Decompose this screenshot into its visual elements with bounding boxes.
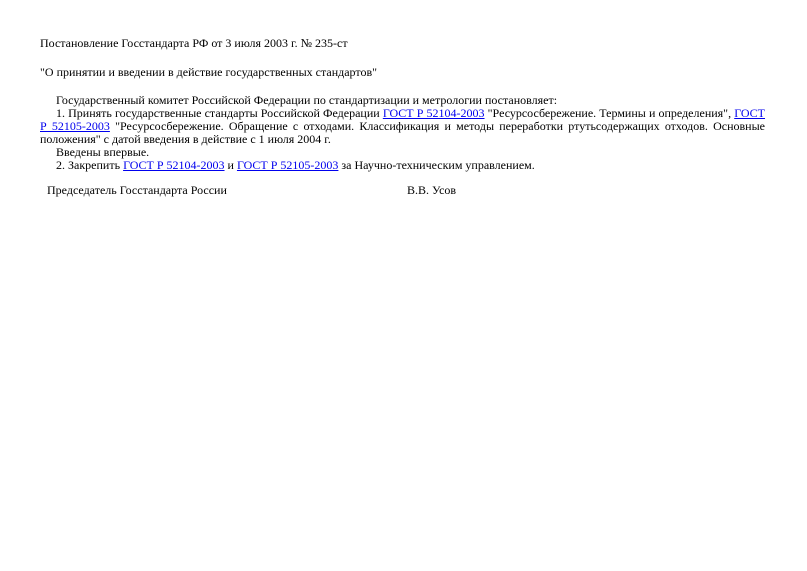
gost-52104-link[interactable]: ГОСТ Р 52104-2003 (382, 106, 485, 120)
introduced-note: Введены впервые. (56, 145, 150, 159)
document-body (40, 36, 765, 172)
preamble-paragraph: Государственный комитет Российской Федерации по стандартизации и метрологии постановляет: (56, 93, 558, 107)
item-2-prefix: 2. Закрепить (56, 158, 124, 172)
document-title: Постановление Госстандарта РФ от 3 июля 2003 г. № 235-ст (40, 36, 348, 50)
item-2-conjunction: и (224, 158, 237, 172)
item-2-paragraph (40, 159, 765, 172)
document-subject: "О принятии и введении в действие государственных стандартов" (40, 65, 378, 79)
item-1-text-2: "Ресурсосбережение. Обращение с отходами. Классификация и методы переработки ртутьсодержащих отходов. Основные положения" с датой введения в действие с 1 июля 2004 г. (40, 119, 765, 146)
item-2-gost-52104-link[interactable]: ГОСТ Р 52104-2003 (123, 158, 225, 172)
item-2-gost-52105-link[interactable]: ГОСТ Р 52105-2003 (236, 158, 339, 172)
document-text (40, 94, 765, 172)
item-1-paragraph (40, 107, 765, 146)
item-1-prefix: 1. Принять государственные стандарты Российской Федерации (56, 106, 383, 120)
signature-block (47, 183, 467, 197)
signatory-role: Председатель Госстандарта России (47, 183, 227, 197)
gost-52105-link[interactable]: ГОСТ Р 52105-2003 (40, 106, 765, 133)
item-1-text-1: "Ресурсосбережение. Термины и определения", (484, 106, 735, 120)
item-2-suffix: за Научно-техническим управлением. (338, 158, 535, 172)
signatory-name: В.В. Усов (407, 183, 457, 197)
